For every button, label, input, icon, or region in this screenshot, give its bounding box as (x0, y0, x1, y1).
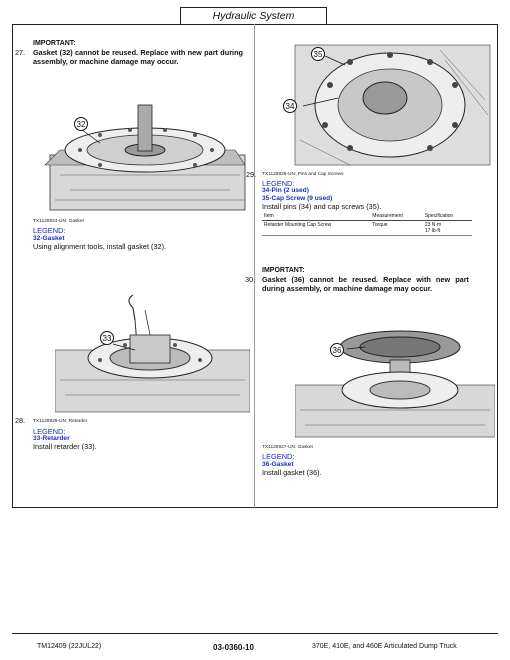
spec-header-specification: Specification (423, 212, 472, 221)
caption-28: TX1128925-UN: Retarder (33, 419, 88, 424)
step-number-30: 30. (245, 275, 256, 284)
callout-32: 32 (74, 117, 88, 131)
footer-doc-id: TM12409 (22JUL22) (37, 643, 102, 650)
important-label-27: IMPORTANT: (33, 40, 76, 47)
instruction-28: Install retarder (33). (33, 442, 97, 451)
spec-measurement-cell: Torque (370, 221, 423, 236)
step-number-27: 27. (15, 48, 26, 57)
spec-header-measurement: Measurement (370, 212, 423, 221)
callout-33: 33 (100, 331, 114, 345)
spec-value-imperial: 17 lb-ft (424, 228, 441, 234)
caption-gasket-36: TX1128927-UN: Gasket (262, 445, 313, 450)
table-row (262, 221, 472, 236)
step-number-29: 29. (246, 170, 257, 179)
step-30-warning: Gasket (36) cannot be reused. Replace with new part during assembly, or machine damage may occur. (262, 275, 469, 293)
gasket-32-illustration (40, 95, 250, 215)
legend-item-33: 33-Retarder (33, 435, 70, 442)
callout-36: 36 (330, 343, 344, 357)
footer-rule (12, 633, 498, 634)
footer-page-number: 03-0360-10 (213, 643, 254, 652)
callout-34: 34 (283, 99, 297, 113)
column-divider (254, 24, 255, 508)
caption-29: TX1128926-UN: Pins and Cap Screws (262, 172, 344, 177)
legend-item-32: 32-Gasket (33, 235, 65, 242)
important-label-30: IMPORTANT: (262, 267, 305, 274)
page-title: Hydraulic System (180, 7, 327, 24)
spec-header-item: Item (262, 212, 370, 221)
instruction-gasket-36: Install gasket (36). (262, 468, 322, 477)
legend-title-32: LEGEND: (33, 226, 66, 235)
step-number-28: 28. (15, 416, 26, 425)
retarder-33-illustration (55, 290, 250, 415)
footer-product: 370E, 410E, and 460E Articulated Dump Truck (312, 643, 457, 650)
spec-item-cell: Retarder Mounting Cap Screw (262, 221, 370, 236)
callout-35: 35 (311, 47, 325, 61)
instruction-gasket-32: Using alignment tools, install gasket (32). (33, 242, 167, 251)
spec-value-cell (423, 221, 472, 236)
legend-item-34: 34-Pin (2 used) (262, 187, 309, 194)
instruction-29: Install pins (34) and cap screws (35). (262, 202, 382, 211)
legend-item-36: 36-Gasket (262, 461, 294, 468)
step-27-warning: Gasket (32) cannot be reused. Replace with new part during assembly, or machine damage may occur. (33, 48, 243, 66)
caption-gasket-32: TX1128924-UN: Gasket (33, 219, 84, 224)
legend-item-35: 35-Cap Screw (9 used) (262, 195, 333, 202)
gasket-36-illustration (295, 325, 495, 440)
legend-title-29: LEGEND: (262, 179, 295, 188)
legend-title-36: LEGEND: (262, 452, 295, 461)
spec-value-metric: 23 N·m (424, 222, 442, 228)
legend-title-28: LEGEND: (33, 427, 66, 436)
spec-table (262, 212, 472, 236)
